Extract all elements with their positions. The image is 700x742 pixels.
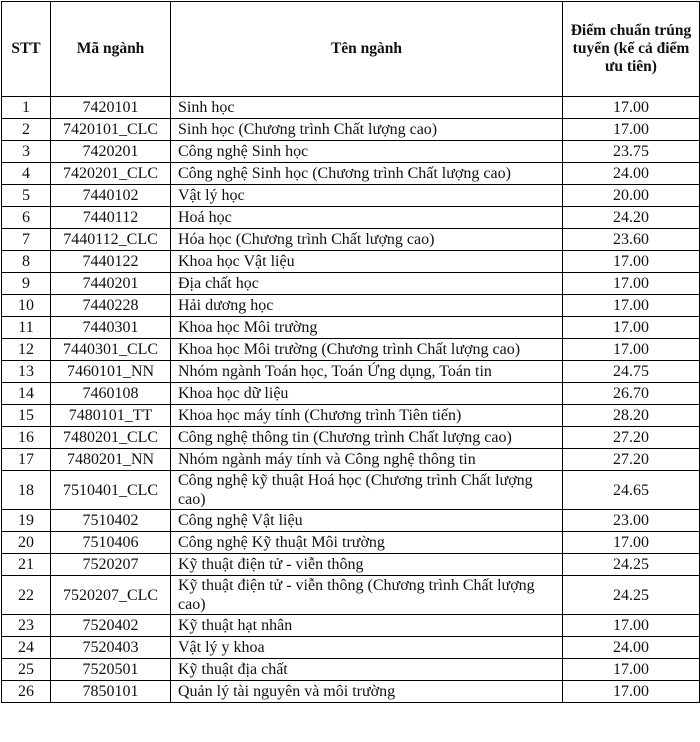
row-stt: 21: [2, 554, 51, 576]
row-code: 7440301: [51, 317, 171, 339]
table-row: [2, 681, 700, 703]
row-name: Kỹ thuật địa chất: [171, 659, 563, 681]
row-name: Vật lý y khoa: [171, 637, 563, 659]
row-stt: 7: [2, 229, 51, 251]
row-name: Công nghệ Vật liệu: [171, 510, 563, 532]
table-row: [2, 659, 700, 681]
row-score: 17.00: [563, 317, 700, 339]
table-row: [2, 339, 700, 361]
row-name: Khoa học máy tính (Chương trình Tiên tiến): [171, 405, 563, 427]
row-stt: 20: [2, 532, 51, 554]
row-code: 7440201: [51, 273, 171, 295]
row-code: 7460101_NN: [51, 361, 171, 383]
row-name: Kỹ thuật điện tử - viễn thông: [171, 554, 563, 576]
row-score: 23.00: [563, 510, 700, 532]
row-stt: 24: [2, 637, 51, 659]
header-score: Điểm chuẩn trúng tuyển (kể cả điểm ưu tiên): [563, 2, 700, 97]
row-code: 7440301_CLC: [51, 339, 171, 361]
row-code: 7520403: [51, 637, 171, 659]
row-code: 7420101_CLC: [51, 119, 171, 141]
row-score: 27.20: [563, 427, 700, 449]
row-score: 17.00: [563, 97, 700, 119]
table-row: [2, 532, 700, 554]
row-name: Kỹ thuật điện tử - viễn thông (Chương trình Chất lượng cao): [171, 576, 563, 615]
row-score: 17.00: [563, 251, 700, 273]
row-code: 7420101: [51, 97, 171, 119]
row-score: 17.00: [563, 532, 700, 554]
row-score: 24.25: [563, 554, 700, 576]
row-stt: 26: [2, 681, 51, 703]
row-code: 7480201_CLC: [51, 427, 171, 449]
row-stt: 9: [2, 273, 51, 295]
table-row: [2, 207, 700, 229]
row-stt: 25: [2, 659, 51, 681]
row-stt: 22: [2, 576, 51, 615]
row-stt: 5: [2, 185, 51, 207]
row-score: 23.60: [563, 229, 700, 251]
row-score: 17.00: [563, 615, 700, 637]
row-name: Nhóm ngành máy tính và Công nghệ thông tin: [171, 449, 563, 471]
row-code: 7440102: [51, 185, 171, 207]
row-name: Hoá học: [171, 207, 563, 229]
table-row: [2, 615, 700, 637]
row-code: 7460108: [51, 383, 171, 405]
row-code: 7850101: [51, 681, 171, 703]
row-name: Công nghệ Sinh học: [171, 141, 563, 163]
row-score: 17.00: [563, 681, 700, 703]
header-row: [2, 2, 700, 97]
row-name: Khoa học Môi trường: [171, 317, 563, 339]
row-name: Công nghệ kỹ thuật Hoá học (Chương trình Chất lượng cao): [171, 471, 563, 510]
row-name: Khoa học Vật liệu: [171, 251, 563, 273]
row-code: 7520207: [51, 554, 171, 576]
row-code: 7420201: [51, 141, 171, 163]
row-stt: 15: [2, 405, 51, 427]
table-row: [2, 637, 700, 659]
row-code: 7480201_NN: [51, 449, 171, 471]
row-code: 7440122: [51, 251, 171, 273]
row-stt: 11: [2, 317, 51, 339]
table-row: [2, 317, 700, 339]
row-stt: 4: [2, 163, 51, 185]
table-row: [2, 576, 700, 615]
row-score: 17.00: [563, 273, 700, 295]
row-code: 7480101_TT: [51, 405, 171, 427]
table-row: [2, 141, 700, 163]
table-row: [2, 229, 700, 251]
table-row: [2, 510, 700, 532]
table-row: [2, 163, 700, 185]
row-score: 24.65: [563, 471, 700, 510]
row-name: Hóa học (Chương trình Chất lượng cao): [171, 229, 563, 251]
row-stt: 14: [2, 383, 51, 405]
table-row: [2, 361, 700, 383]
table-row: [2, 471, 700, 510]
row-score: 23.75: [563, 141, 700, 163]
row-score: 20.00: [563, 185, 700, 207]
row-code: 7510402: [51, 510, 171, 532]
table-row: [2, 427, 700, 449]
row-code: 7440112: [51, 207, 171, 229]
table-row: [2, 185, 700, 207]
header-name: Tên ngành: [171, 2, 563, 97]
table-row: [2, 449, 700, 471]
row-name: Công nghệ thông tin (Chương trình Chất lượng cao): [171, 427, 563, 449]
table-row: [2, 97, 700, 119]
row-code: 7420201_CLC: [51, 163, 171, 185]
header-code: Mã ngành: [51, 2, 171, 97]
row-score: 17.00: [563, 119, 700, 141]
row-name: Hải dương học: [171, 295, 563, 317]
row-stt: 18: [2, 471, 51, 510]
row-code: 7520402: [51, 615, 171, 637]
row-score: 26.70: [563, 383, 700, 405]
row-name: Kỹ thuật hạt nhân: [171, 615, 563, 637]
table-row: [2, 383, 700, 405]
row-name: Sinh học: [171, 97, 563, 119]
row-score: 17.00: [563, 659, 700, 681]
row-score: 28.20: [563, 405, 700, 427]
row-score: 27.20: [563, 449, 700, 471]
row-stt: 1: [2, 97, 51, 119]
table-row: [2, 295, 700, 317]
row-code: 7440112_CLC: [51, 229, 171, 251]
row-name: Vật lý học: [171, 185, 563, 207]
row-score: 24.25: [563, 576, 700, 615]
row-name: Công nghệ Kỹ thuật Môi trường: [171, 532, 563, 554]
row-stt: 8: [2, 251, 51, 273]
row-name: Khoa học Môi trường (Chương trình Chất lượng cao): [171, 339, 563, 361]
row-stt: 10: [2, 295, 51, 317]
row-score: 17.00: [563, 339, 700, 361]
row-stt: 3: [2, 141, 51, 163]
admission-scores-table: [1, 1, 700, 703]
table-row: [2, 554, 700, 576]
row-stt: 2: [2, 119, 51, 141]
table-row: [2, 405, 700, 427]
row-stt: 16: [2, 427, 51, 449]
row-score: 24.20: [563, 207, 700, 229]
row-name: Địa chất học: [171, 273, 563, 295]
row-stt: 23: [2, 615, 51, 637]
row-code: 7510401_CLC: [51, 471, 171, 510]
table-body: [2, 97, 700, 703]
row-score: 24.00: [563, 163, 700, 185]
row-name: Nhóm ngành Toán học, Toán Ứng dụng, Toán tin: [171, 361, 563, 383]
header-stt: STT: [2, 2, 51, 97]
row-code: 7440228: [51, 295, 171, 317]
table-row: [2, 119, 700, 141]
row-score: 17.00: [563, 295, 700, 317]
table-row: [2, 273, 700, 295]
row-stt: 12: [2, 339, 51, 361]
row-stt: 6: [2, 207, 51, 229]
row-stt: 19: [2, 510, 51, 532]
row-name: Khoa học dữ liệu: [171, 383, 563, 405]
row-score: 24.00: [563, 637, 700, 659]
row-code: 7520501: [51, 659, 171, 681]
row-code: 7520207_CLC: [51, 576, 171, 615]
row-code: 7510406: [51, 532, 171, 554]
row-name: Sinh học (Chương trình Chất lượng cao): [171, 119, 563, 141]
table-row: [2, 251, 700, 273]
row-name: Quản lý tài nguyên và môi trường: [171, 681, 563, 703]
row-stt: 17: [2, 449, 51, 471]
row-score: 24.75: [563, 361, 700, 383]
row-name: Công nghệ Sinh học (Chương trình Chất lượng cao): [171, 163, 563, 185]
row-stt: 13: [2, 361, 51, 383]
